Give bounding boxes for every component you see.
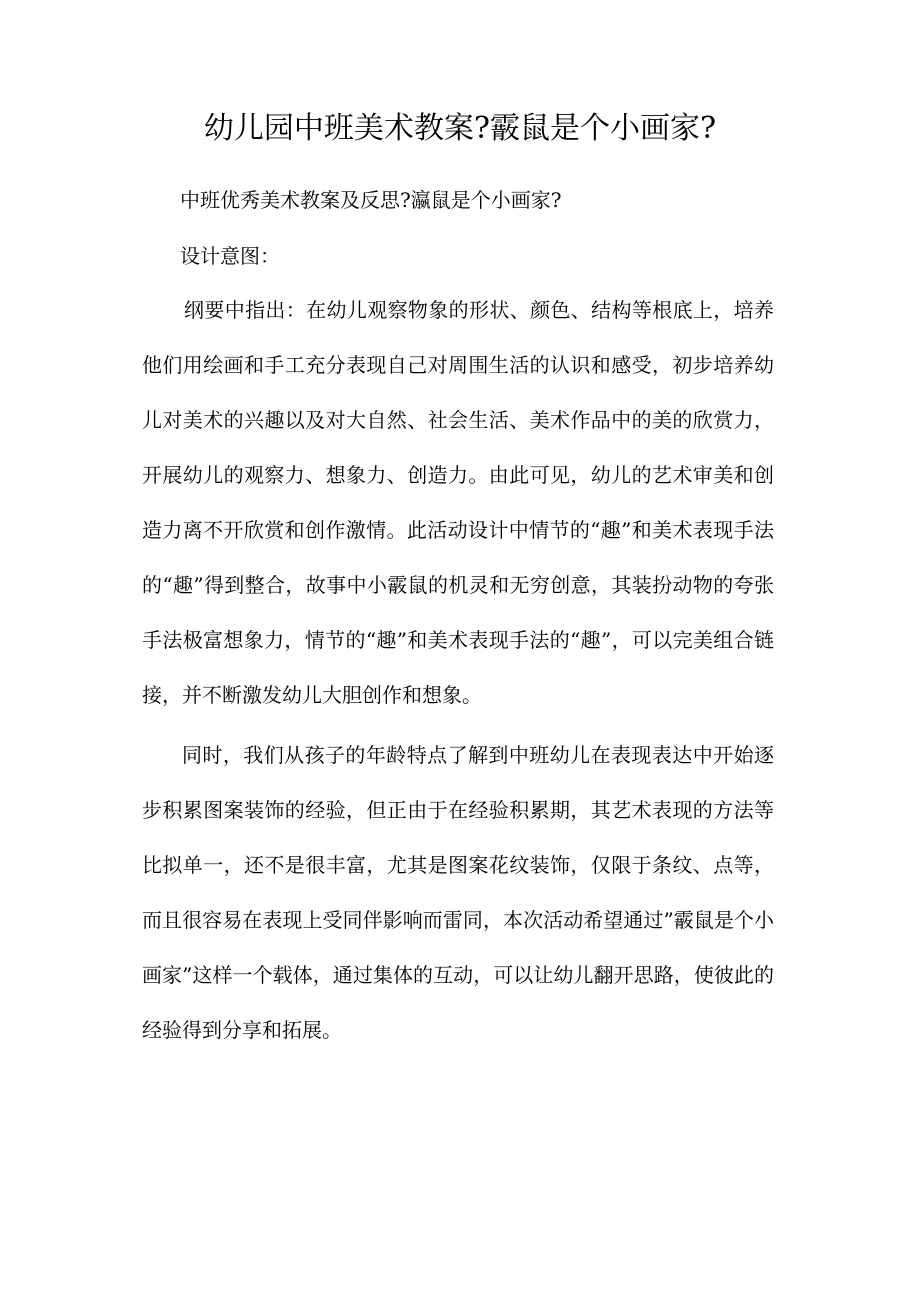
paragraph-age-characteristics: 同时，我们从孩子的年龄特点了解到中班幼儿在表现表达中开始逐步积累图案装饰的经验，但正由于在经验积累期，其艺术表现的方法等比拟单一，还不是很丰富，尤其是图案花纹装饰，仅限于条纹、点等，而且很容易在表现上受同伴影响而雷同，本次活动希望通过”霰鼠是个小画家”这样一个载体，通过集体的互动，可以让幼儿翻开思路，使彼此的经验得到分享和拓展。 [142,743,774,1042]
section-heading: 设计意图： [180,244,280,268]
paragraph-design-intent: 纲要中指出：在幼儿观察物象的形状、颜色、结构等根底上，培养他们用绘画和手工充分表现自己对周围生活的认识和感受，初步培养幼儿对美术的兴趣以及对大自然、社会生活、美术作品中的美的欣赏力，开展幼儿的观察力、想象力、创造力。由此可见，幼儿的艺术审美和创造力离不开欣赏和创作激情。此活动设计中情节的“趣”和美术表现手法的“趣”得到整合，故事中小霰鼠的机灵和无穷创意，其装扮动物的夸张手法极富想象力，情节的“趣”和美术表现手法的“趣”，可以完美组合链接，并不断激发幼儿大胆创作和想象。 [142,298,774,707]
document-title: 幼儿园中班美术教案?霰鼠是个小画家? [203,111,717,146]
document-subtitle: 中班优秀美术教案及反思?瀛鼠是个小画家? [180,188,562,212]
